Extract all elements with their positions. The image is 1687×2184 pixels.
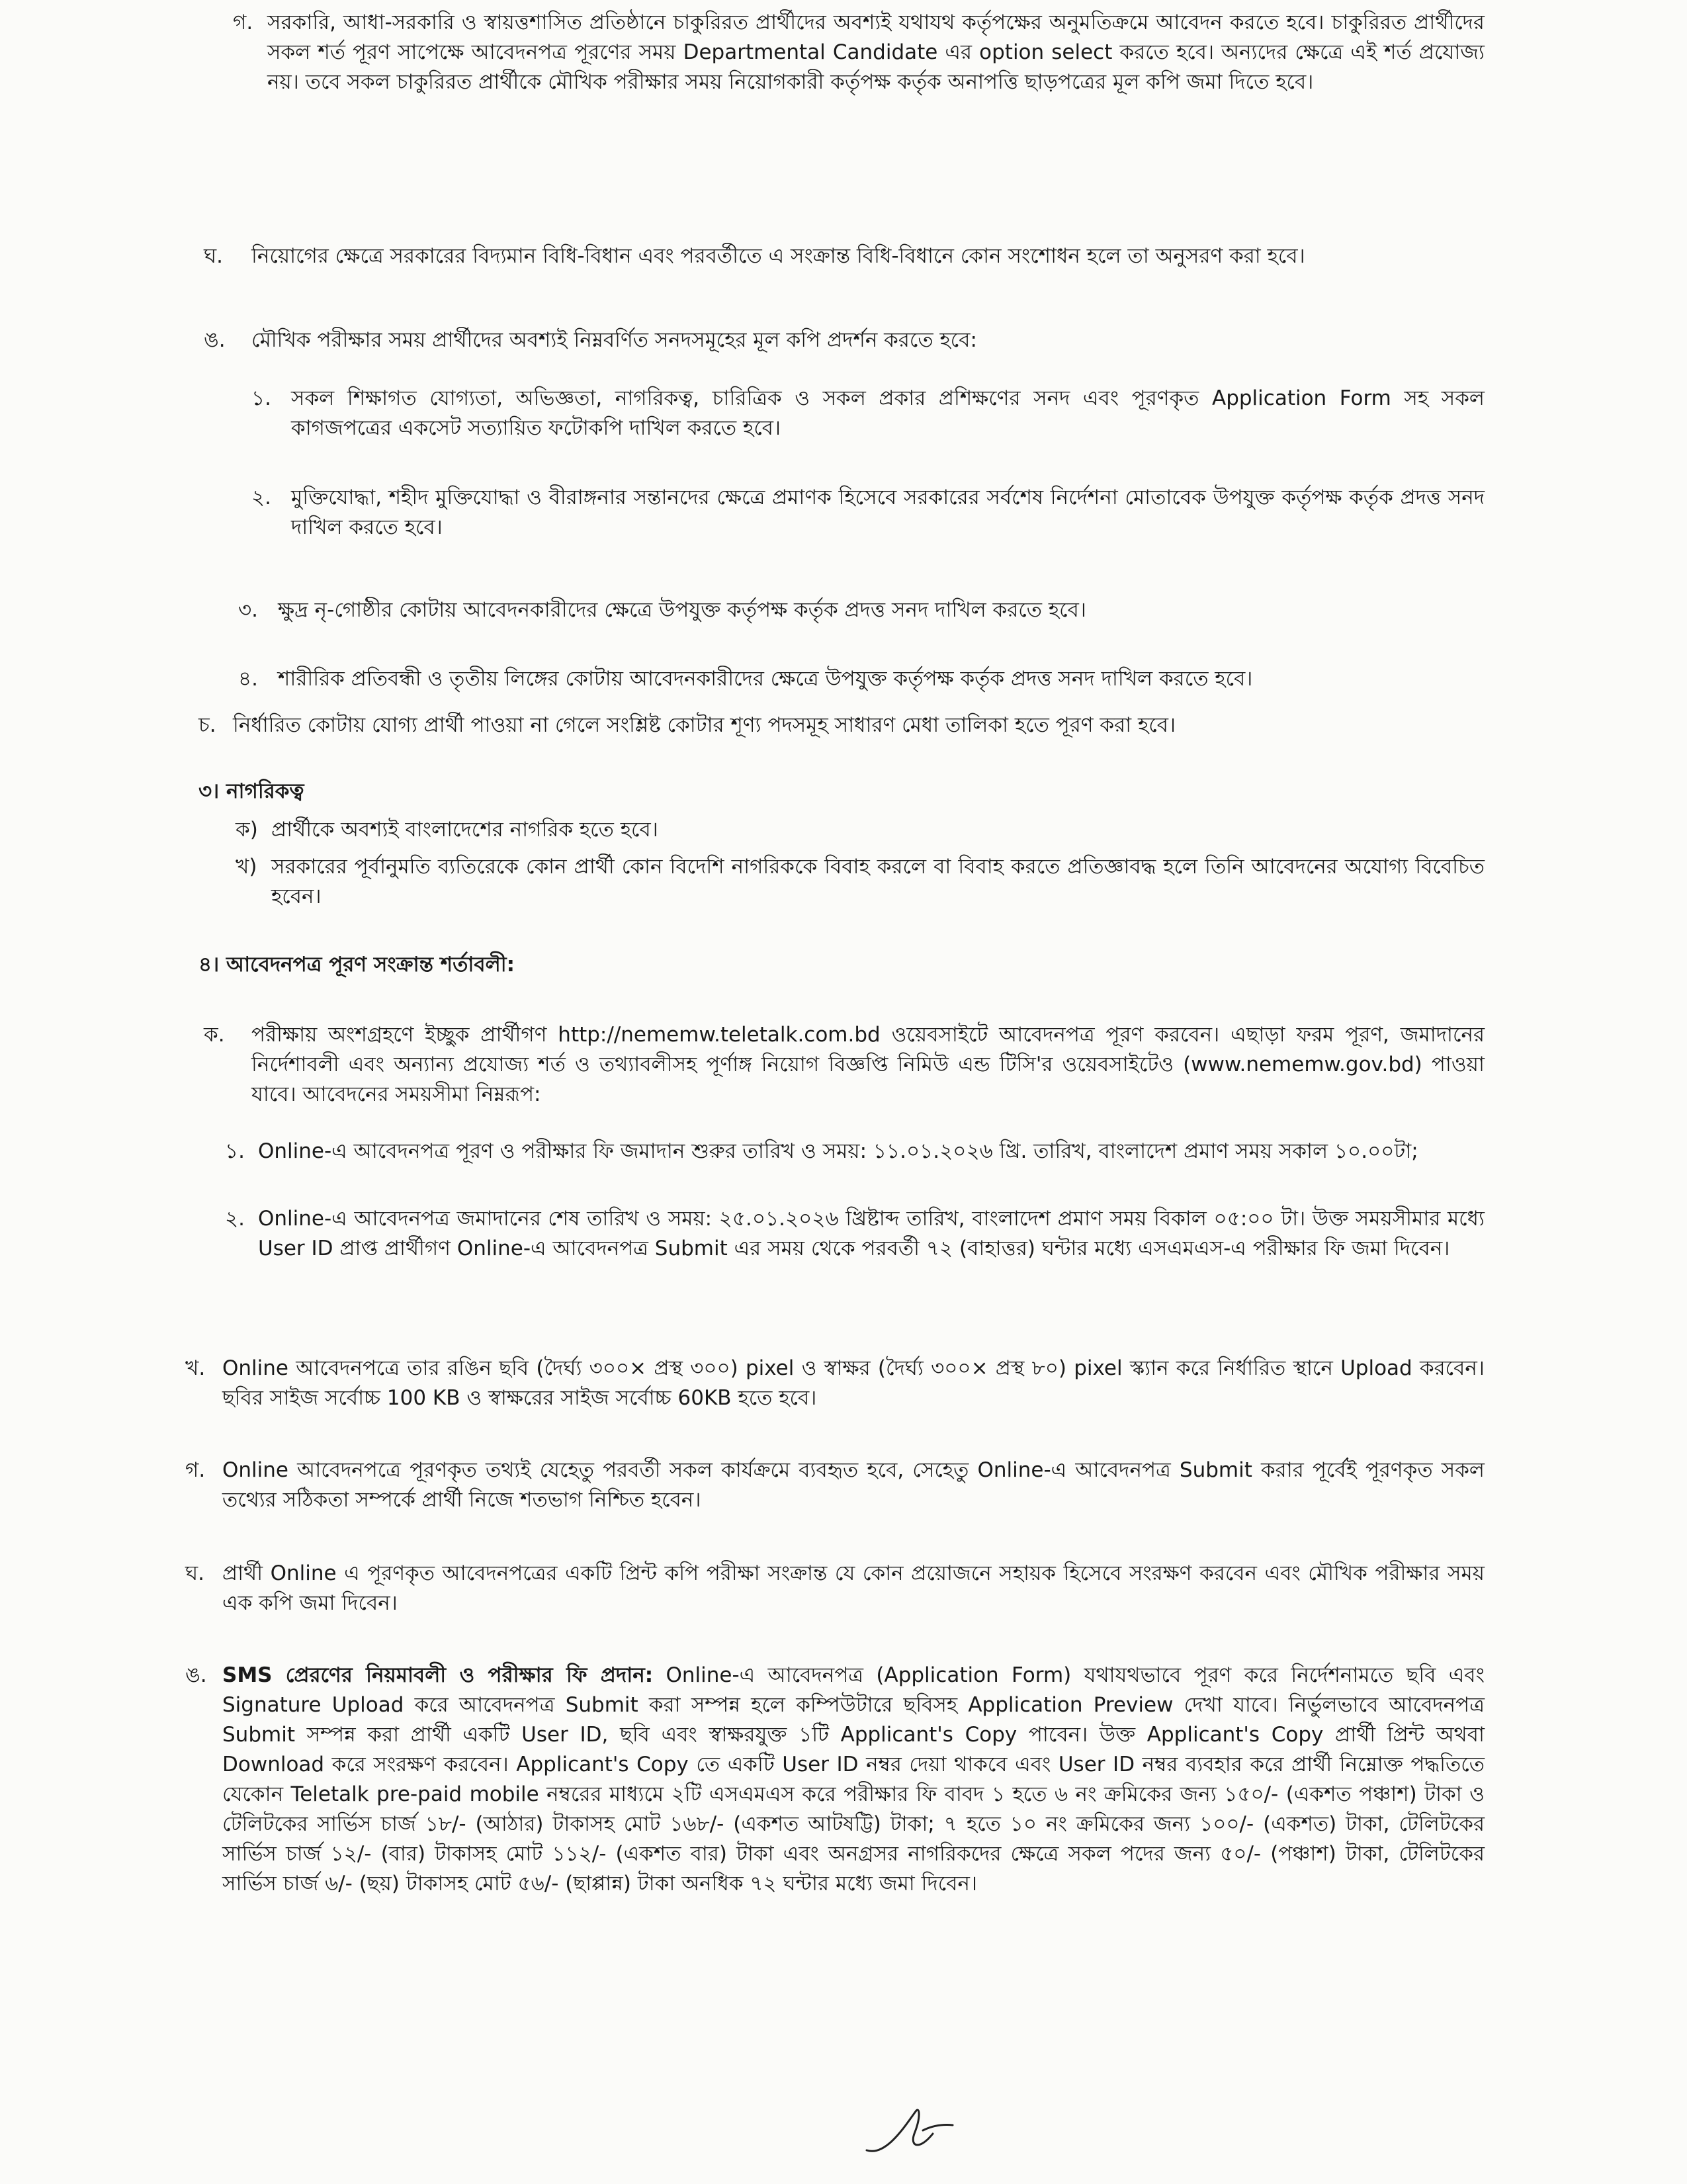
section4-text-uma: [222, 1661, 1485, 1899]
section3-label-ka: ক): [236, 818, 258, 842]
section4-uma-lead: SMS প্রেরণের নিয়মাবলী ও পরীক্ষার ফি প্রদান:: [222, 1663, 654, 1687]
section4-heading: ৪। আবেদনপত্র পূরণ সংক্রান্ত শর্তাবলী:: [198, 953, 515, 977]
item-text-ga: সরকারি, আধা-সরকারি ও স্বায়ত্তশাসিত প্রতিষ্ঠানে চাকুরিরত প্রার্থীদের অবশ্যই যথাযথ কর্তৃপক্ষের অনুমতিক্রমে আবেদন করতে হবে। চাকুরিরত প্রার্থীদের সকল শর্ত পূরণ সাপেক্ষে আবেদনপত্র পূরণের সময় Departmental Candidate এর option select করতে হবে। অন্যদের ক্ষেত্রে এই শর্ত প্রযোজ্য নয়। তবে সকল চাকুরিরত প্রার্থীকে মৌখিক পরীক্ষার সময় নিয়োগকারী কর্তৃপক্ষ কর্তৃক অনাপত্তি ছাড়পত্রের মূল কপি জমা দিতে হবে।: [267, 11, 1485, 94]
sub-text-1: সকল শিক্ষাগত যোগ্যতা, অভিজ্ঞতা, নাগরিকত্ব, চারিত্রিক ও সকল প্রকার প্রশিক্ষণের সনদ এবং পূরণকৃত Application Form সহ সকল কাগজপত্রের একসেট সত্যায়িত ফটোকপি দাখিল করতে হবে।: [291, 386, 1485, 440]
sub-label-1: ১.: [251, 386, 271, 410]
sub-text-3: ক্ষুদ্র নৃ-গোষ্ঠীর কোটায় আবেদনকারীদের ক্ষেত্রে উপযুক্ত কর্তৃপক্ষ কর্তৃক প্রদত্ত সনদ দাখিল করতে হবে।: [278, 598, 1086, 622]
signature-mark: [860, 2097, 959, 2167]
item-text-cha: নির্ধারিত কোটায় যোগ্য প্রার্থী পাওয়া না গেলে সংশ্লিষ্ট কোটার শূণ্য পদসমূহ সাধারণ মেধা তালিকা হতে পূরণ করা হবে।: [233, 713, 1176, 737]
item-text-gha: নিয়োগের ক্ষেত্রে সরকারের বিদ্যমান বিধি-বিধান এবং পরবর্তীতে এ সংক্রান্ত বিধি-বিধানে কোন সংশোধন হলে তা অনুসরণ করা হবে।: [251, 244, 1305, 268]
section4-ka-sub-text-2: Online-এ আবেদনপত্র জমাদানের শেষ তারিখ ও সময়: ২৫.০১.২০২৬ খ্রিষ্টাব্দ তারিখ, বাংলাদেশ প্রমাণ সময় বিকাল ০৫:০০ টা। উক্ত সময়সীমার মধ্যে User ID প্রাপ্ত প্রার্থীগণ Online-এ আবেদনপত্র Submit এর সময় থেকে পরবর্তী ৭২ (বাহাত্তর) ঘন্টার মধ্যে এসএমএস-এ পরীক্ষার ফি জমা দিবেন।: [258, 1207, 1485, 1260]
section4-label-uma: ঙ.: [185, 1663, 207, 1687]
section4-ka-sub-label-2: ২.: [225, 1207, 245, 1231]
section4-text-gha: প্রার্থী Online এ পূরণকৃত আবেদনপত্রের একটি প্রিন্ট কপি পরীক্ষা সংক্রান্ত যে কোন প্রয়োজনে সহায়ক হিসেবে সংরক্ষণ করবেন এবং মৌখিক পরীক্ষার সময় এক কপি জমা দিবেন।: [222, 1561, 1485, 1615]
section4-text-ka: পরীক্ষায় অংশগ্রহণে ইচ্ছুক প্রার্থীগণ http://nememw.teletalk.com.bd ওয়েবসাইটে আবেদনপত্র পূরণ করবেন। এছাড়া ফরম পূরণ, জমাদানের নির্দেশাবলী এবং অন্যান্য প্রযোজ্য শর্ত ও তথ্যাবলীসহ পূর্ণাঙ্গ নিয়োগ বিজ্ঞপ্তি নিমিউ এন্ড টিসি'র ওয়েবসাইটেও (www.nememw.gov.bd) পাওয়া যাবে। আবেদনের সময়সীমা নিম্নরূপ:: [251, 1023, 1485, 1106]
item-label-gha: ঘ.: [204, 244, 224, 268]
section4-ka-sub-label-1: ১.: [225, 1139, 245, 1163]
section4-label-kha: খ.: [185, 1356, 206, 1380]
section3-text-kha: সরকারের পূর্বানুমতি ব্যতিরেকে কোন প্রার্থী কোন বিদেশি নাগরিককে বিবাহ করলে বা বিবাহ করতে প্রতিজ্ঞাবদ্ধ হলে তিনি আবেদনের অযোগ্য বিবেচিত হবেন।: [271, 855, 1485, 908]
section4-label-ka: ক.: [204, 1023, 225, 1047]
sub-label-3: ৩.: [238, 598, 259, 622]
section4-uma-body: Online-এ আবেদনপত্র (Application Form) যথাযথভাবে পূরণ করে নির্দেশনামতে ছবি এবং Signature Upload করে আবেদনপত্র Submit করা সম্পন্ন হলে কম্পিউটারে ছবিসহ Application Preview দেখা যাবে। নির্ভুলভাবে আবেদনপত্র Submit সম্পন্ন করা প্রার্থী একটি User ID, ছবি এবং স্বাক্ষরযুক্ত ১টি Applicant's Copy পাবেন। উক্ত Applicant's Copy প্রার্থী প্রিন্ট অথবা Download করে সংরক্ষণ করবেন। Applicant's Copy তে একটি User ID নম্বর দেয়া থাকবে এবং User ID নম্বর ব্যবহার করে প্রার্থী নিম্নোক্ত পদ্ধতিতে যেকোন Teletalk pre-paid mobile নম্বরের মাধ্যমে ২টি এসএমএস করে পরীক্ষার ফি বাবদ ১ হতে ৬ নং ক্রমিকের জন্য ১৫০/- (একশত পঞ্চাশ) টাকা ও টেলিটকের সার্ভিস চার্জ ১৮/- (আঠার) টাকাসহ মোট ১৬৮/- (একশত আটষট্টি) টাকা; ৭ হতে ১০ নং ক্রমিকের জন্য ১০০/- (একশত) টাকা, টেলিটকের সার্ভিস চার্জ ১২/- (বার) টাকাসহ মোট ১১২/- (একশত বার) টাকা এবং অনগ্রসর নাগরিকদের ক্ষেত্রে সকল পদের জন্য ৫০/- (পঞ্চাশ) টাকা, টেলিটকের সার্ভিস চার্জ ৬/- (ছয়) টাকাসহ মোট ৫৬/- (ছাপ্পান্ন) টাকা অনধিক ৭২ ঘন্টার মধ্যে জমা দিবেন।: [222, 1663, 1485, 1896]
sub-label-2: ২.: [251, 486, 272, 509]
section3-heading: ৩। নাগরিকত্ব: [198, 779, 304, 803]
section3-label-kha: খ): [236, 855, 257, 879]
section4-label-gha: ঘ.: [185, 1561, 205, 1585]
item-text-uma: মৌখিক পরীক্ষার সময় প্রার্থীদের অবশ্যই নিম্নবর্ণিত সনদসমূহের মূল কপি প্রদর্শন করতে হবে:: [251, 328, 977, 352]
section4-ka-sub-text-1: Online-এ আবেদনপত্র পূরণ ও পরীক্ষার ফি জমাদান শুরুর তারিখ ও সময়: ১১.০১.২০২৬ খ্রি. তারিখ, বাংলাদেশ প্রমাণ সময় সকাল ১০.০০টা;: [258, 1139, 1418, 1163]
item-label-uma: ঙ.: [204, 328, 226, 352]
sub-text-4: শারীরিক প্রতিবন্ধী ও তৃতীয় লিঙ্গের কোটায় আবেদনকারীদের ক্ষেত্রে উপযুক্ত কর্তৃপক্ষ কর্তৃক প্রদত্ত সনদ দাখিল করতে হবে।: [278, 667, 1253, 691]
item-label-ga: গ.: [233, 11, 253, 34]
item-label-cha: চ.: [198, 713, 216, 737]
section4-label-ga: গ.: [185, 1458, 206, 1482]
section4-text-kha: Online আবেদনপত্রে তার রঙিন ছবি (দৈর্ঘ্য ৩০০× প্রস্থ ৩০০) pixel ও স্বাক্ষর (দৈর্ঘ্য ৩০০× প্রস্থ ৮০) pixel স্ক্যান করে নির্ধারিত স্থানে Upload করবেন। ছবির সাইজ সর্বোচ্চ 100 KB ও স্বাক্ষরের সাইজ সর্বোচ্চ 60KB হতে হবে।: [222, 1356, 1485, 1410]
section4-text-ga: Online আবেদনপত্রে পূরণকৃত তথ্যই যেহেতু পরবর্তী সকল কার্যক্রমে ব্যবহৃত হবে, সেহেতু Online-এ আবেদনপত্র Submit করার পূর্বেই পূরণকৃত সকল তথ্যের সঠিকতা সম্পর্কে প্রার্থী নিজে শতভাগ নিশ্চিত হবেন।: [222, 1458, 1485, 1512]
sub-text-2: মুক্তিযোদ্ধা, শহীদ মুক্তিযোদ্ধা ও বীরাঙ্গনার সন্তানদের ক্ষেত্রে প্রমাণক হিসেবে সরকারের সর্বশেষ নির্দেশনা মোতাবেক উপযুক্ত কর্তৃপক্ষ কর্তৃক প্রদত্ত সনদ দাখিল করতে হবে।: [291, 486, 1485, 539]
sub-label-4: ৪.: [238, 667, 258, 691]
section3-text-ka: প্রার্থীকে অবশ্যই বাংলাদেশের নাগরিক হতে হবে।: [271, 818, 658, 842]
